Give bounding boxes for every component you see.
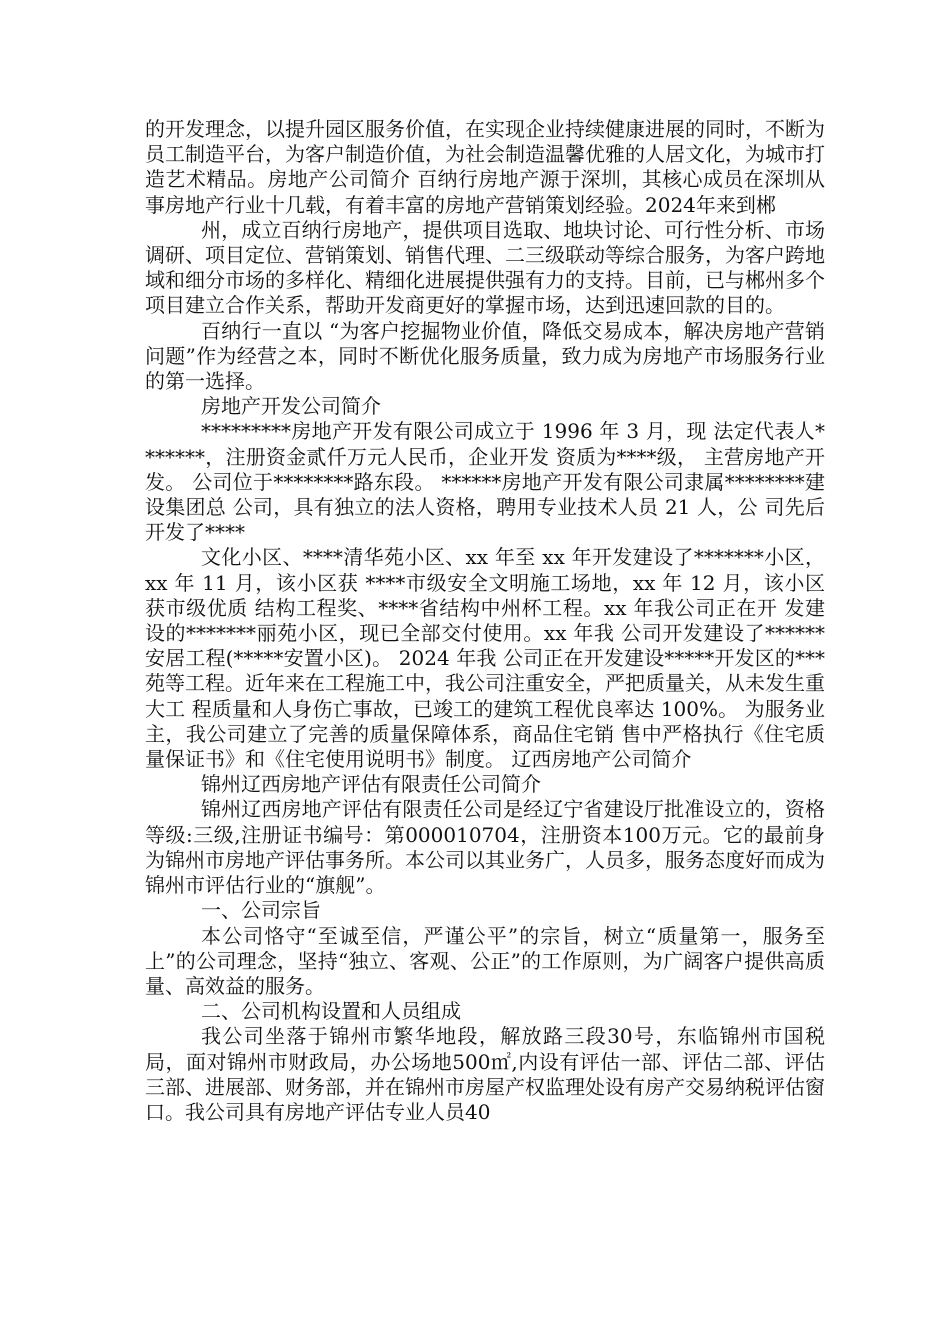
paragraph-intro-continued: 的开发理念，以提升园区服务价值，在实现企业持续健康进展的同时，不断为员工制造平台，为客户制造价值，为社会制造温馨优雅的人居文化，为城市打造艺术精品。房地产公司简介 百纳行房地产源于深圳，其核心成员在深圳从事房地产行业十几载，有着丰富的房地产营销策划经验。2024年来到郴 — [145, 117, 825, 217]
paragraph-liaoxi-appraisal: 锦州辽西房地产评估有限责任公司是经辽宁省建设厅批准设立的，资格等级:三级,注册证书编号：第000010704，注册资本100万元。它的最前身为锦州市房地产评估事务所。本公司以其业务广，人员多，服务态度好而成为锦州市评估行业的“旗舰”。 — [145, 797, 825, 898]
document-body — [145, 117, 825, 1125]
heading-company-purpose: 一、公司宗旨 — [201, 898, 321, 923]
heading-liaoxi-appraisal: 锦州辽西房地产评估有限责任公司简介 — [201, 772, 541, 797]
paragraph-bainaxing-services: 州，成立百纳行房地产，提供项目选取、地块讨论、可行性分析、市场调研、项目定位、营销策划、销售代理、二三级联动等综合服务，为客户跨地域和细分市场的多样化、精细化进展提供强有力的支持。目前，已与郴州多个项目建立合作关系，帮助开发商更好的掌握市场，达到迅速回款的目的。 — [145, 217, 825, 318]
heading-development-company: 房地产开发公司简介 — [201, 394, 381, 419]
paragraph-development-company: *********房地产开发有限公司成立于 1996 年 3 月，现 法定代表人*******，注册资金贰仟万元人民币，企业开发 资质为****级， 主营房地产开发。 公司位于********路东段。 ******房地产开发有限公司隶属********建设集团总 公司，具有独立的法人资格，聘用专业技术人员 21 人，公 司先后开发了**** — [145, 419, 825, 545]
paragraph-development-projects: 文化小区、****清华苑小区、xx 年至 xx 年开发建设了*******小区，xx 年 11 月，该小区获 ****市级安全文明施工场地，xx 年 12 月，该小区获市级优质 结构工程奖、****省结构中州杯工程。xx 年我公司正在开 发建设的*******丽苑小区，现已全部交付使用。xx 年我 公司开发建设了******安居工程(*****安置小区)。 2024 年我 公司正在开发建设*****开发区的***苑等工程。近年来在工程施工中，我公司注重安全，严把质量关，从未发生重大工 程质量和人身伤亡事故，已竣工的建筑工程优良率达 100%。 为服务业主，我公司建立了完善的质量保障体系，商品住宅销 售中严格执行《住宅质量保证书》和《住宅使用说明书》制度。 辽西房地产公司简介 — [145, 545, 825, 772]
paragraph-bainaxing-mission: 百纳行一直以 “为客户挖掘物业价值，降低交易成本，解决房地产营销问题”作为经营之本，同时不断优化服务质量，致力成为房地产市场服务行业的第一选择。 — [145, 318, 825, 394]
heading-company-structure: 二、公司机构设置和人员组成 — [201, 999, 461, 1024]
paragraph-company-purpose: 本公司恪守“至诚至信，严谨公平”的宗旨，树立“质量第一，服务至上”的公司理念，坚持“独立、客观、公正”的工作原则，为广阔客户提供高质量、高效益的服务。 — [145, 923, 825, 998]
paragraph-company-structure: 我公司坐落于锦州市繁华地段，解放路三段30号，东临锦州市国税局，面对锦州市财政局，办公场地500㎡,内设有评估一部、评估二部、评估三部、进展部、财务部，并在锦州市房屋产权监理处设有房产交易纳税评估窗口。我公司具有房地产评估专业人员40 — [145, 1024, 825, 1124]
